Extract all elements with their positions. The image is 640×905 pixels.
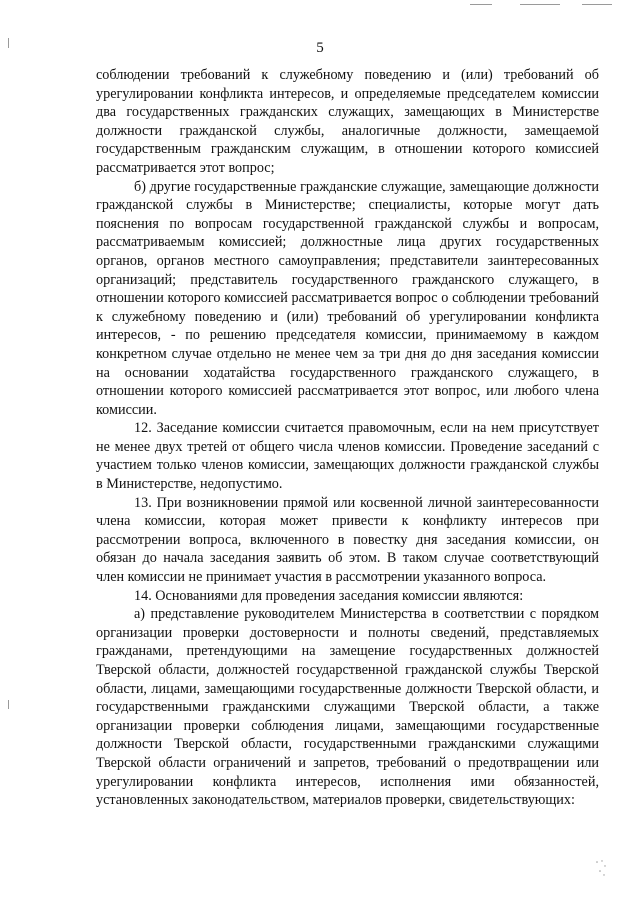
scan-artifact-mark (582, 4, 612, 5)
scan-artifact-dots (594, 858, 608, 878)
scan-artifact-mark (520, 4, 560, 5)
paragraph-continuation: соблюдении требований к служебному поведению и (или) требований об урегулировании конфликта интересов, и определяемые председателем комиссии два государственных гражданских служащих, замещающих в Министерстве должности гражданской службы, аналогичные должности, замещаемой государственным гражданским служащим, в отношении которого комиссией рассматривается этот вопрос; (96, 67, 599, 176)
paragraph-item-b: б) другие государственные гражданские служащие, замещающие должности гражданской службы в Министерстве; специалисты, которые могут дать пояснения по вопросам государственной гражданской службы и вопросам, рассматриваемым комиссией; должностные лица других государственных органов, органов местного самоуправления; представители заинтересованных организаций; представитель государственного гражданского служащего, в отношении которого комиссией рассматривается вопрос о соблюдении требований к служебному поведению и (или) требований об урегулировании конфликта интересов, - по решению председателя комиссии, принимаемому в каждом конкретном случае отдельно не менее чем за три дня до дня заседания комиссии на основании ходатайства государственного гражданского служащего, в отношении которого комиссией рассматривается этот вопрос, или любого члена комиссии. (96, 178, 599, 418)
paragraph-14: 14. Основаниями для проведения заседания комиссии являются: (134, 587, 524, 604)
scan-artifact-mark (470, 4, 492, 5)
paragraph-13: 13. При возникновении прямой или косвенной личной заинтересованности члена комиссии, которая может привести к конфликту интересов при рассмотрении вопроса, включенного в повестку дня заседания комиссии, он обязан до начала заседания заявить об этом. В таком случае соответствующий член комиссии не принимает участия в рассмотрении указанного вопроса. (96, 494, 599, 586)
paragraph-item-a: а) представление руководителем Министерства в соответствии с порядком организации проверки достоверности и полноты сведений, представляемых гражданами, претендующими на замещение государственных должностей Тверской области, должностей государственной гражданской службы Тверской области, лицами, замещающими государственные должности Тверской области, и государственными гражданскими служащими Тверской области, а также организации проверки соблюдения лицами, замещающими государственные должности Тверской области, государственными гражданскими служащими Тверской области ограничений и запретов, требований о предотвращении или урегулировании конфликта интересов, исполнения ими обязанностей, установленных законодательством, материалов проверки, свидетельствующих: (96, 606, 599, 809)
scan-artifact-mark (8, 700, 9, 709)
document-body (96, 66, 599, 810)
page-number: 5 (316, 40, 324, 56)
paragraph-12: 12. Заседание комиссии считается правомочным, если на нем присутствует не менее двух третей от общего числа членов комиссии. Проведение заседаний с участием только членов комиссии, замещающих должности гражданской службы в Министерстве, недопустимо. (96, 420, 599, 493)
